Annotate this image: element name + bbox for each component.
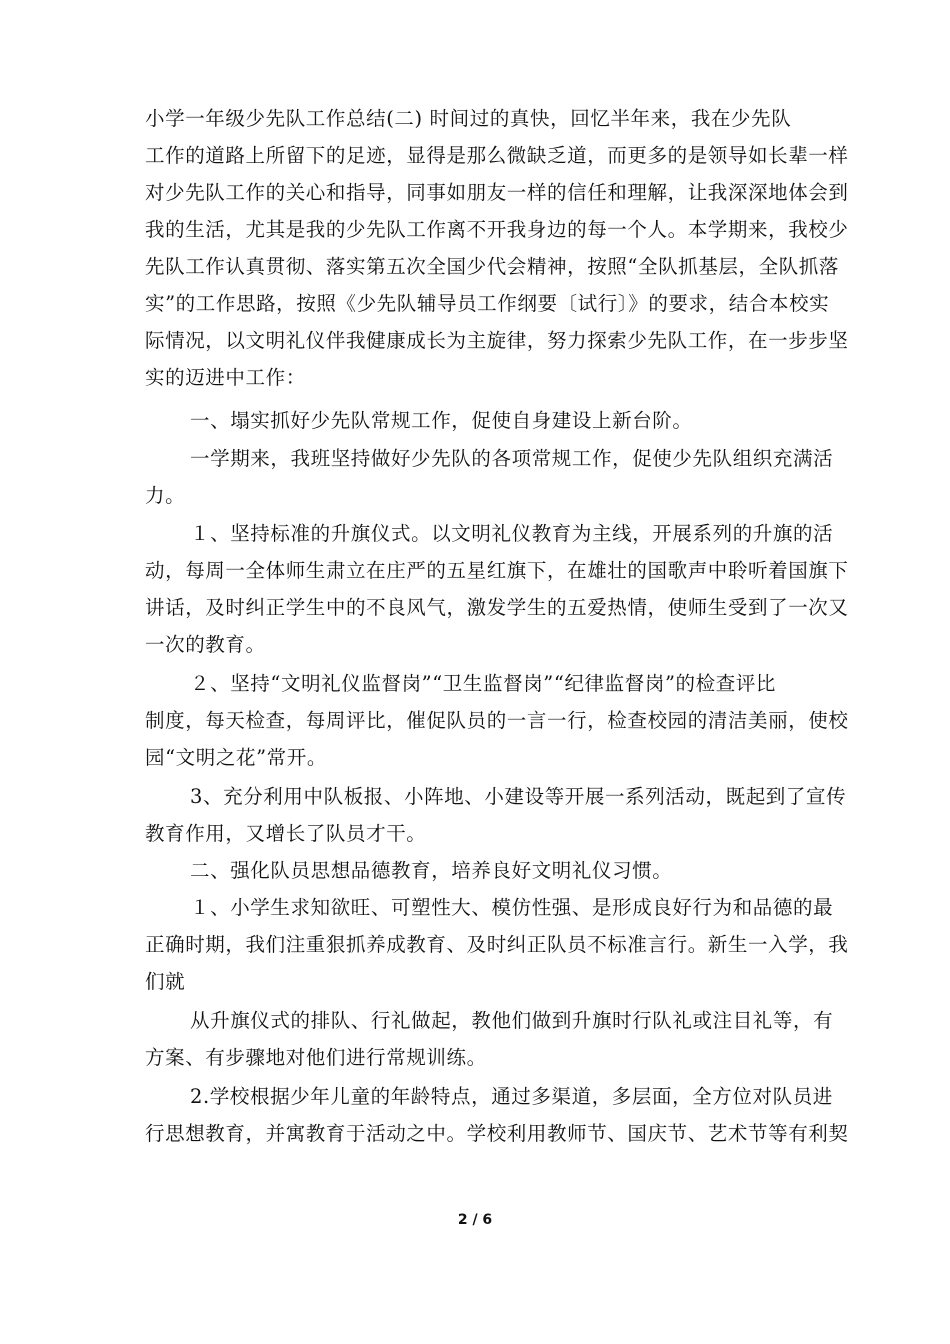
text-line: 制度，每天检查，每周评比，催促队员的一言一行，检查校园的清洁美丽，使校 xyxy=(145,709,849,732)
text-line: 我的生活，尤其是我的少先队工作离不开我身边的每一个人。本学期来，我校少 xyxy=(145,218,849,241)
text-line: 对少先队工作的关心和指导，同事如朋友一样的信任和理解，让我深深地体会到 xyxy=(145,181,849,204)
text-line: ２、坚持“文明礼仪监督岗”“卫生监督岗”“纪律监督岗”的检查评比 xyxy=(190,672,777,695)
text-line: 从升旗仪式的排队、行礼做起，教他们做到升旗时行队礼或注目礼等，有 xyxy=(190,1009,834,1032)
text-line: 一学期来，我班坚持做好少先队的各项常规工作，促使少先队组织充满活 xyxy=(190,447,834,470)
text-line: 行思想教育，并寓教育于活动之中。学校利用教师节、国庆节、艺术节等有利契 xyxy=(145,1122,849,1145)
text-line: 园“文明之花”常开。 xyxy=(145,746,327,769)
text-line: 小学一年级少先队工作总结(二) 时间过的真快，回忆半年来，我在少先队 xyxy=(145,107,792,130)
text-line: 教育作用，又增长了队员才干。 xyxy=(145,822,427,845)
text-line: 一次的教育。 xyxy=(145,633,266,656)
text-line: 3、充分利用中队板报、小阵地、小建设等开展一系列活动，既起到了宣传 xyxy=(190,785,847,808)
text-line: 方案、有步骤地对他们进行常规训练。 xyxy=(145,1046,487,1069)
text-line: 力。 xyxy=(145,484,186,507)
text-line: 2.学校根据少年儿童的年龄特点，通过多渠道，多层面，全方位对队员进 xyxy=(190,1085,833,1108)
page-number: 2 / 6 xyxy=(457,1212,493,1228)
text-line: 实”的工作思路，按照《少先队辅导员工作纲要〔试行〕》的要求，结合本校实 xyxy=(145,292,830,315)
text-line: 际情况，以文明礼仪伴我健康成长为主旋律，努力探索少先队工作，在一步步坚 xyxy=(145,329,849,352)
text-line: 工作的道路上所留下的足迹，显得是那么微缺乏道，而更多的是领导如长辈一样 xyxy=(145,144,849,167)
text-line: 们就 xyxy=(145,970,186,993)
text-line: 先队工作认真贯彻、落实第五次全国少代会精神，按照“全队抓基层，全队抓落 xyxy=(145,255,839,278)
text-line: 讲话，及时纠正学生中的不良风气，激发学生的五爱热情，使师生受到了一次又 xyxy=(145,596,849,619)
text-line: 实的迈进中工作： xyxy=(145,366,306,389)
section-heading: 一、塌实抓好少先队常规工作，促使自身建设上新台阶。 xyxy=(190,409,693,432)
text-line: 动，每周一全体师生肃立在庄严的五星红旗下，在雄壮的国歌声中聆听着国旗下 xyxy=(145,559,849,582)
text-line: 正确时期，我们注重狠抓养成教育、及时纠正队员不标准言行。新生一入学，我 xyxy=(145,933,849,956)
text-line: １、小学生求知欲旺、可塑性大、模仿性强、是形成良好行为和品德的最 xyxy=(190,896,834,919)
text-line: １、坚持标准的升旗仪式。以文明礼仪教育为主线，开展系列的升旗的活 xyxy=(190,522,834,545)
section-heading: 二、强化队员思想品德教育，培养良好文明礼仪习惯。 xyxy=(190,859,673,882)
